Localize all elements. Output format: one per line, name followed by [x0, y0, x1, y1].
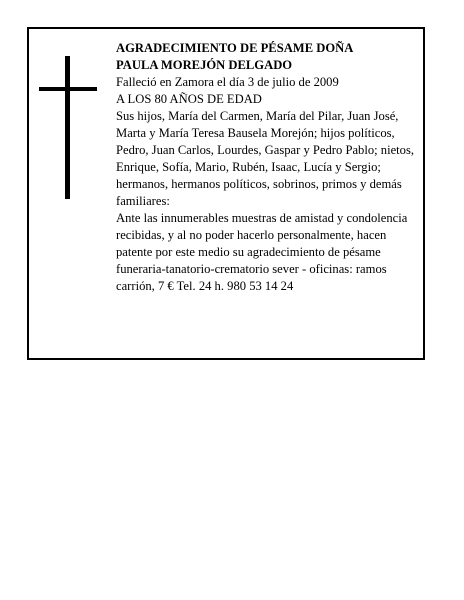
notice-title-line2: PAULA MOREJÓN DELGADO: [116, 58, 293, 72]
notice-title-line1: AGRADECIMIENTO DE PÉSAME DOÑA: [116, 41, 354, 55]
death-info: Falleció en Zamora el día 3 de julio de 2009: [116, 75, 339, 89]
funeral-home-info: funeraria-tanatorio-crematorio sever - oficinas: ramos carrión, 7 € Tel. 24 h. 980 53 14 24: [116, 262, 387, 293]
family-list: Sus hijos, María del Carmen, María del Pilar, Juan José, Marta y María Teresa Bausela Morejón; hijos políticos, Pedro, Juan Carlos, Lourdes, Gaspar y Pedro Pablo; nietos, Enrique, Sofía, Mario, Rubén, Isaac, Lucía y Sergio; hermanos, hermanos políticos, sobrinos, primos y demás familiares:: [116, 109, 415, 208]
obituary-notice: [27, 27, 425, 360]
gratitude-text: Ante las innumerables muestras de amistad y condolencia recibidas, y al no poder hacerlo personalmente, hacen patente por este medio su agradecimiento de pésame: [116, 211, 408, 259]
age-line: A LOS 80 AÑOS DE EDAD: [116, 92, 262, 106]
notice-text: [116, 40, 421, 295]
cross-icon: [39, 56, 97, 199]
